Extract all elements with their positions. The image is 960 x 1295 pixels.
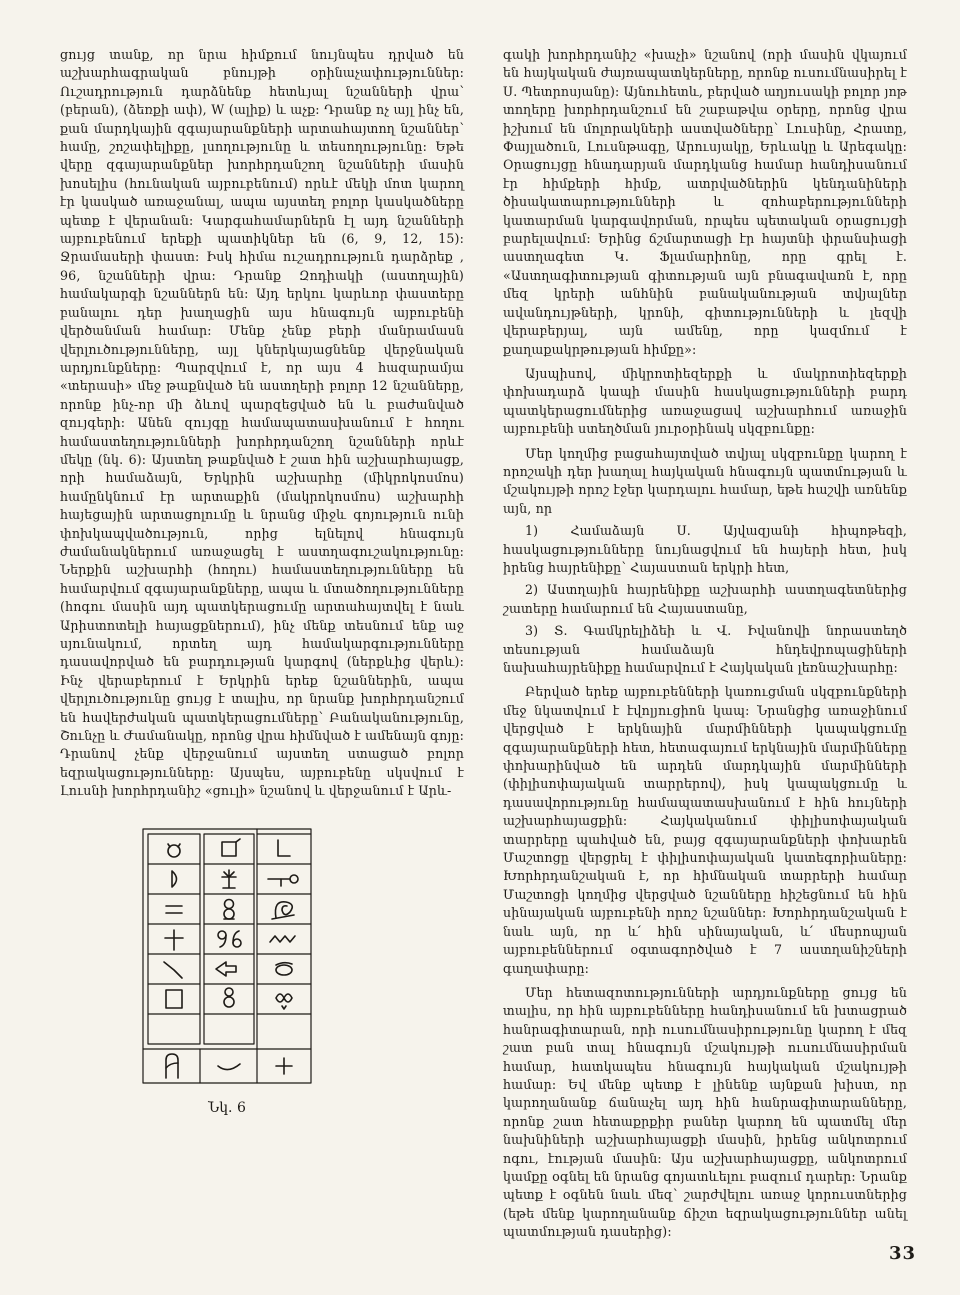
list-item: 1) Համաձայն Ս. Այվազյանի հիպոթեզի, հասկացությունները նույնացվում են հայերի հետ, իսկ իրենց հայրենիքը՝ Հայաստան երկրի հետ, xyxy=(503,523,907,575)
crescent-sign xyxy=(218,1064,240,1070)
eye-sign xyxy=(276,963,292,975)
list-item: 3) Տ. Գամկրելիձեի և Վ. Իվանովի նորաստեղծ տեսության համաձայն հնդեվրոպացիների նախահայրենիքը համարվում է Հայկական լեռնաշխարհը: xyxy=(503,623,907,675)
branch-sign xyxy=(222,870,236,888)
figure-caption: Նկ. 6 xyxy=(208,1100,246,1116)
figure-eight-sign xyxy=(224,900,234,920)
square-sign xyxy=(222,839,240,856)
corner-sign xyxy=(278,840,290,856)
rectangle-sign xyxy=(166,990,182,1008)
right-paragraph: Մեր հետազոտությունների արդյունքները ցույց են տալիս, որ հին այբուբենները հանդիսանում են խտացրած հանրագիտարան, որի ուսումնասիրությունը կարող է մեզ շատ բան տալ հնագույն մշակույթի ուսումնասիրման համար, հատկապես հնագույն հայկական մշակույթի համար: Եվ մենք պետք է լինենք այնքան խիստ, որ կարողանանք ճանաչել այդ հին հանրագիտարանները, որոնք շատ հետաքրքիր բաներ կարող են պատմել մեր նախնիների աշխարհայացքի մասին, իրենց անկոտրում ոգու, էության մասին: Այս աշխարհայացքը, անկոտրում կամքը օգնել են նրանց գոյատևելու բազում դարեր: Նրանք պետք է օգնեն նաև մեզ՝ շարժվելու առաջ կորուստներից (եթե մենք կարողանանք ճիշտ եզրակացություններ անել պատմության դասերից): xyxy=(503,984,907,1240)
right-text-column xyxy=(503,46,907,1242)
right-paragraph: Այսպիսով, միկրոտիեզերքի և մակրոտիեզերքի փոխադարձ կապի մասին հասկացությունների բարդ պատկերացումներից առաջացավ աշխարհում առաջին այբուբենի ստեղծման յուրօրինակ սկզբունքը: xyxy=(503,365,907,437)
loop-sign xyxy=(166,1054,178,1078)
list-item: 2) Աստղային հայրենիքը աշխարհի աստղագետներից շատերը համարում են Հայաստանը, xyxy=(503,582,907,616)
cross-sign xyxy=(165,930,183,950)
right-paragraph: գակի խորհրդանիշ «խաչի» նշանով (որի մասին վկայում են հայկական ժայռապատկերները, որոնք ուսումնասիրել է Ս. Պետրոսյանը): Այնուհետև, բերված աղյուսակի բոլոր յոթ տողերը խորհրդանշում են շաբաթվա օրերը, որոնց վրա իշխում են մոլորակների աստվածները՝ Լուսինը, Հրատը, Փայլածուն, Լուսնթագը, Արուսյակը, Երևակը և Արեգակը: Օրացույցը հնադարյան մարդկանց համար հանդիսանում էր հիմքերի հիմք, ատրվածներին կենդանիների ծիսակատարությունների և զոհաբերությունների կատարման կարգավորման, որպես պետական օրացույցի բարելավում: Երինց ճշմարտացի էր հայտնի փրանսիացի աստղագետ Կ. Ֆլամարիոնը, որը գրել է. «Աստղագիտության գիտության այն բնագավառն է, որը մեզ կրերի անհնին բանականության տվյալներ ավանդույթների, կրոնի, գիտությունների և լեզվի վերաբերյալ, այն ամենը, որը կազմում է քաղաքակրթության հիմքը»: xyxy=(503,47,907,357)
arrow-sign xyxy=(216,962,236,976)
equals-sign xyxy=(166,906,182,913)
symbol-table xyxy=(140,826,314,1086)
page-number: 33 xyxy=(889,1243,917,1264)
left-text-column xyxy=(60,46,464,801)
wave-sign xyxy=(270,936,295,942)
key-sign xyxy=(268,875,298,886)
96-sign xyxy=(218,931,241,947)
right-paragraph: Մեր կողմից բացահայտված տվյալ սկզբունքը կարող է որոշակի դեր խաղալ հայկական հնագույն պատմության և մշակույթի որոշ էջեր կարդալու համար, եթե հաշվի առնենք այն, որ xyxy=(503,445,907,516)
left-paragraph: ցույց տանք, որ նրա հիմքում նույնպես դրված են աշխարհագրական բնույթի օրինաչափություններ: Ուշադրություն դարձնենք հետևյալ նշանների վրա՝ (բերան), (ձեռքի ափ), W (ալիք) և աչք: Դրանք ոչ այլ ինչ են, քան մարդկային զգայարանքների արտահայտող նշաններ՝ համը, շոշափելիքը, լսողությունը և տեսողությունը: Եթե վերը զգայարանքներ խորհրդանշող նշանների մասին խոսելիս (հունական այբուբենում) որևէ մեկի մոտ կարող էր կասկած առաջանալ, ապա այստեղ բոլոր կասկածները պետք է վերանան: Կարգահամարներն էլ այդ նշանների այբուբենում երեքի պատիկներ են (6, 9, 12, 15): Ջրամասերի փաստ: Իսկ հիմա ուշադրություն դարձրեք , 96, նշանների վրա: Դրանք Զոդիակի (աստղային) համակարգի նշաններն են: Այդ երկու կարևոր փաստերը բանալու դեր խաղացին այս հնագույն այբուբենի վերծանման համար: Մենք չենք բերի մանրամասն վերլուծությունները, այլ կներկայացնենք վերջնական արդյունքները: Պարզվում է, որ այս 4 հազարամյա «տերասի» մեջ թաքնված են աստղերի բոլոր 12 նշանները, որոնք ինչ-որ մի ձևով պարզեցված են և բաժանված զույգերի: Անեն զույգը համապատասխանում է հողու համաստեղությունների խորհրդանշող նշանների որևէ մեկը (նկ. 6): Այստեղ թաքնված է շատ հին աշխարհայացք, որի համաձայն, Երկրին աշխարհը (միկրոկոսմոս) համընկնում էր արտաքին (մակրոկոսմոս) աշխարհի հայեցային արտացոլումը և նրանց միջև գոյություն ունի փոխկապվածություն, որից ելնելով հնագույն ժամանակներում առաջացել է աստղագուշակությունը: Ներքին աշխարհի (հողու) համաստեղությունները են համարվում զգայարանքները, ապա և մտածողությունները (հոգու մասին այդ պատկերացումը արտահայտվել է նաև Արիստոտելի հայացքներում), ինչ մենք տեսնում ենք աջ սյունակում, որտեղ այդ համակարգությունները դասավորված են բարդության կարգով (ներքևից վերև): Ինչ վերաբերում է Երկրին երեք նշաններին, ապա վերլուծությունը ցույց է տալիս, որ նրանք խորհրդանշում են հավերժական պատկերացումները՝ Բանականությունը, Շունչը և Ժամանակը, որոնց վրա հիմնված է ամենայն գոյը: Դրանով չենք վերջանում այստեղ ստացած բոլոր եզրակացությունները: Այսպես, այբուբենը սկսվում է Լուսնի խորհրդանիշ «ցուլի» նշանով և վերջանում է Արև- xyxy=(60,47,464,799)
bull-sign xyxy=(168,844,180,857)
half-circle-sign xyxy=(172,871,177,887)
knot-sign xyxy=(276,994,292,1009)
table-grid xyxy=(143,829,311,1083)
eight-sign xyxy=(224,988,234,1007)
plus-sign xyxy=(276,1058,292,1074)
swirl-sign xyxy=(272,902,294,919)
right-paragraph: Բերված երեք այբուբենների կառուցման սկզբունքների մեջ նկատվում է էվոլյուցիոն կապ: Նրանցից առաջինում վերցված է երկնային մարմինների կապակցումը զգայարանքների հետ, հետագայում երկնային մարմինները փոխարինված են արդեն մարդկային մարմինների (փիլիսոփայական տարրերով), իսկ կապակցումը և դասավորությունը համապատասխանում է հին հույների աշխարհայացքին: Հայկականում փիլիսոփայական տարրերը պահված են, բայց զգայարանքների փոխարեն Մաշտոցը վերցրել է փիլիսոփայական կատեգորիաները: Խորհրդանշական է, որ հիմնական տարրերի համար Մաշտոցի կողմից վերցված նշանները հիշեցնում են հին սինայական այբուբենի որոշ նշաններ: Խորհրդանշական է նաև այն, որ և՛ հին սինայական, և՛ մեսրոպյան այբուբեններում օգտագործված է 7 աստղանիշների գաղափարը: xyxy=(503,684,907,976)
slash-sign xyxy=(164,962,182,978)
